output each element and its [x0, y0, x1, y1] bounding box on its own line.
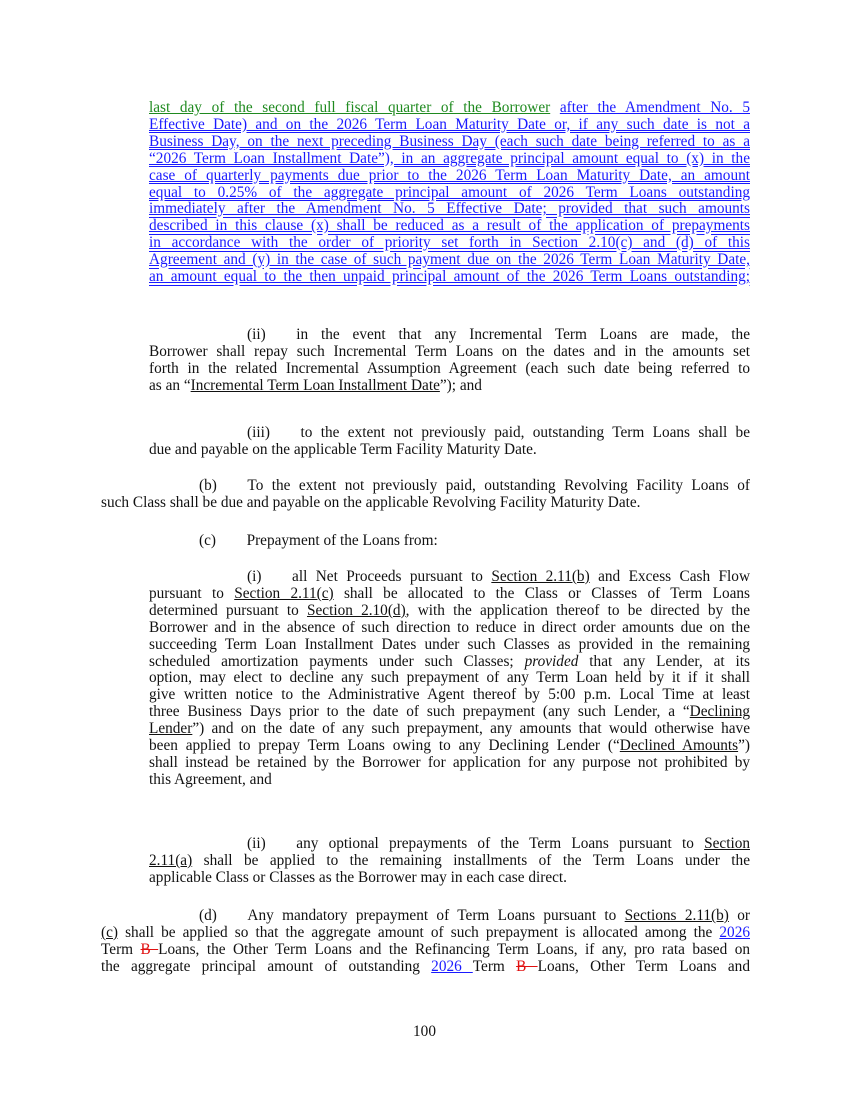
amendment-line-11: an amount equal to the then unpaid principal amount of the 2026 Term Loans outstanding; — [149, 268, 750, 286]
paragraph-a-iii — [149, 425, 750, 459]
paragraph-c — [101, 533, 750, 550]
para-ci-line-6: scheduled amortization payments under such Classes; provided that any Lender, at its — [149, 652, 750, 670]
page-number: 100 — [413, 1023, 436, 1040]
para-ci-line-3: determined pursuant to Section 2.10(d), with the application thereof to be directed by the — [149, 601, 750, 619]
amendment-line-2: Effective Date) and on the 2026 Term Loan Maturity Date or, if any such date is not a — [149, 115, 750, 133]
amendment-line-9: in accordance with the order of priority set forth in Section 2.10(c) and (d) of this — [149, 234, 750, 252]
para-ii-line-3: forth in the related Incremental Assumption Agreement (each such date being referred to — [149, 359, 750, 377]
para-ci-line-2: pursuant to Section 2.11(c) shall be allocated to the Class or Classes of Term Loans — [149, 584, 750, 602]
para-ci-line-12: shall instead be retained by the Borrower for application for any purpose not prohibited by — [149, 753, 750, 771]
para-d-line-2: (c) shall be applied so that the aggregate amount of such prepayment is allocated among the 2026 — [101, 923, 750, 941]
para-ci-line-7: option, may elect to decline any such prepayment of any Term Loan held by it if it shall — [149, 669, 750, 687]
paragraph-d — [101, 908, 750, 976]
para-c-line-1: (c) Prepayment of the Loans from: — [199, 532, 438, 549]
paragraph-a-ii — [149, 327, 750, 395]
amendment-line-4: “2026 Term Loan Installment Date”), in an aggregate principal amount equal to (x) in the — [149, 149, 750, 167]
para-ci-line-5: succeeding Term Loan Installment Dates under such Classes as provided in the remaining — [149, 635, 750, 653]
para-d-line-3: Term B Loans, the Other Term Loans and the Refinancing Term Loans, if any, pro rata based on — [101, 940, 750, 958]
para-cii-line-1: (ii) any optional prepayments of the Term Loans pursuant to Section — [247, 835, 750, 852]
para-ci-line-1: (i) all Net Proceeds pursuant to Section 2.11(b) and Excess Cash Flow — [247, 568, 750, 585]
section-ref-2-11-b: Section 2.11(b) — [491, 568, 590, 585]
para-cii-line-3: applicable Class or Classes as the Borrower may in each case direct. — [149, 868, 567, 886]
amendment-line-8: described in this clause (x) shall be reduced as a result of the application of prepayments — [149, 217, 750, 235]
para-b-line-1: (b) To the extent not previously paid, outstanding Revolving Facility Loans of — [199, 477, 750, 494]
amendment-line-10: Agreement and (y) in the case of such payment due on the 2026 Term Loan Maturity Date, — [149, 251, 750, 269]
para-ci-line-4: Borrower and in the absence of such direction to reduce in direct order amounts due on the — [149, 618, 750, 636]
paragraph-b — [101, 478, 750, 512]
para-iii-line-2: due and payable on the applicable Term Facility Maturity Date. — [149, 440, 537, 458]
para-d-line-4: the aggregate principal amount of outstanding 2026 Term B Loans, Other Term Loans and — [101, 957, 750, 975]
defined-term-incremental-installment-date: Incremental Term Loan Installment Date — [190, 376, 440, 394]
para-ci-line-8: give written notice to the Administrative Agent thereof by 5:00 p.m. Local Time at least — [149, 686, 750, 704]
amendment-line-7: immediately after the Amendment No. 5 Effective Date; provided that such amounts — [149, 200, 750, 218]
para-ci-line-9: three Business Days prior to the date of such prepayment (any such Lender, a “Declining — [149, 703, 750, 721]
para-ci-line-10: Lender”) and on the date of any such prepayment, any amounts that would otherwise have — [149, 720, 750, 738]
amendment-line-6: equal to 0.25% of the aggregate principal amount of 2026 Term Loans outstanding — [149, 183, 750, 201]
para-ii-line-4: as an “Incremental Term Loan Installment Date”); and — [149, 376, 482, 394]
amendment-line-5: case of quarterly payments due prior to the 2026 Term Loan Maturity Date, an amount — [149, 166, 750, 184]
para-cii-line-2: 2.11(a) shall be applied to the remaining installments of the Term Loans under the — [149, 851, 750, 869]
para-ii-line-1: (ii) in the event that any Incremental Term Loans are made, the — [247, 326, 750, 343]
para-d-line-1: (d) Any mandatory prepayment of Term Loans pursuant to Sections 2.11(b) or — [199, 907, 750, 924]
para-ii-line-2: Borrower shall repay such Incremental Term Loans on the dates and in the amounts set — [149, 342, 750, 360]
amendment-block — [149, 100, 750, 286]
amendment-line-3: Business Day, on the next preceding Business Day (each such date being referred to as a — [149, 132, 750, 150]
paragraph-c-ii — [149, 836, 750, 887]
section-ref-2-11-c: Section 2.11(c) — [234, 584, 334, 602]
para-b-line-2: such Class shall be due and payable on the applicable Revolving Facility Maturity Date. — [101, 493, 641, 511]
amendment-line-1: last day of the second full fiscal quarter of the Borrower after the Amendment No. 5 — [149, 99, 750, 116]
section-ref-2-10-d: Section 2.10(d) — [306, 601, 406, 619]
para-ci-line-11: been applied to prepay Term Loans owing to any Declining Lender (“Declined Amounts”) — [149, 737, 750, 755]
para-iii-line-1: (iii) to the extent not previously paid, outstanding Term Loans shall be — [247, 424, 750, 441]
paragraph-c-i — [149, 569, 750, 789]
para-ci-line-13: this Agreement, and — [149, 770, 272, 788]
